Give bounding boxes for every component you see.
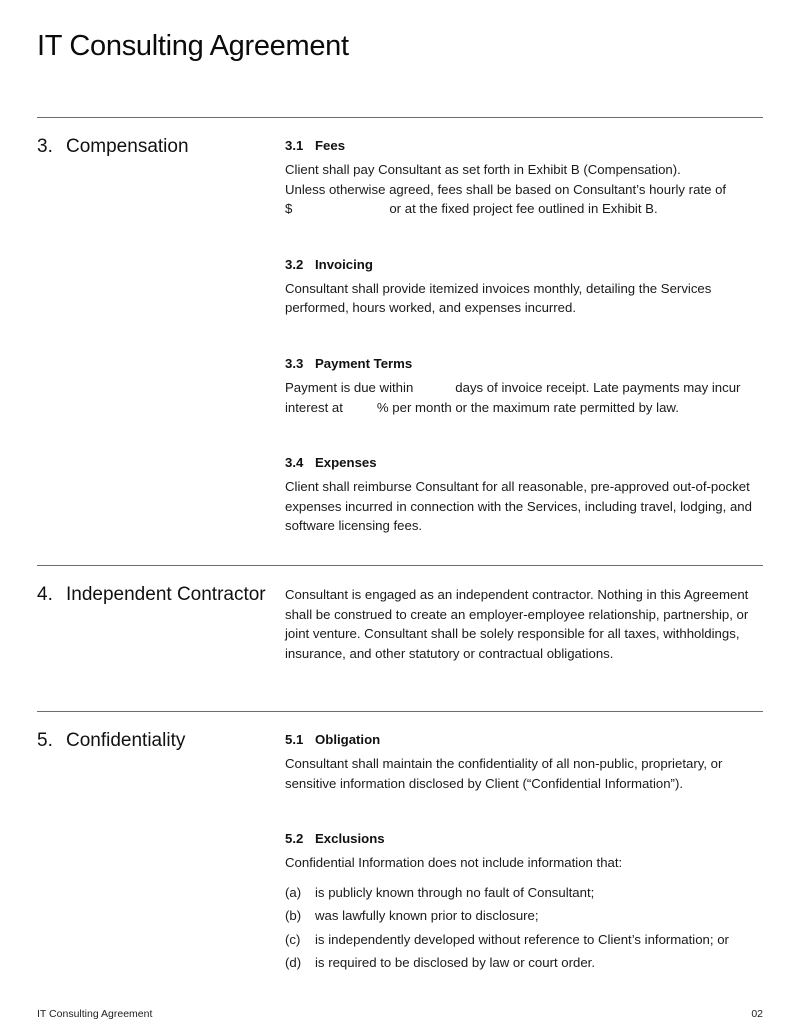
- clause-text: Consultant is engaged as an independent contractor. Nothing in this Agreement shall be construed to create an employer-employee relationship, partnership, or joint venture. Consultant shall be solely responsible for all taxes, withholdings, insurance, and other statutory or contractual obligations.: [285, 587, 749, 661]
- clause-title: [285, 454, 763, 471]
- clause-heading: Exclusions: [315, 831, 385, 847]
- clause-text: Confidential Information does not include information that:: [285, 855, 623, 871]
- section-title: Independent Contractor: [66, 584, 266, 605]
- clause-number: 5.2: [285, 831, 304, 847]
- clause-title: [285, 256, 763, 273]
- clause-heading: Obligation: [315, 732, 381, 747]
- clause-exclusions: [285, 830, 763, 975]
- section-body: [285, 137, 763, 536]
- list-item: [285, 904, 763, 928]
- list-marker: (d): [285, 955, 302, 971]
- clause-text: Client shall reimburse Consultant for all reasonable, pre-approved out-of-pocket expenses incurred in connection with the Services, including travel, lodging, and software licensing fees.: [285, 479, 752, 534]
- fees-line-3: or at the fixed project fee outlined in Exhibit B.: [389, 201, 658, 217]
- section-heading: [37, 584, 266, 606]
- section-number: 5.: [37, 730, 53, 751]
- list-item-text: is required to be disclosed by law or court order.: [315, 955, 596, 971]
- clause-number: 3.3: [285, 355, 304, 371]
- payment-text-3: % per month or the maximum rate permitted by law.: [376, 399, 679, 415]
- section-independent-contractor: [37, 565, 763, 710]
- list-item: [285, 881, 763, 905]
- list-item: [285, 951, 763, 975]
- clause-title: [285, 355, 763, 372]
- fees-line-2: Unless otherwise agreed, fees shall be based on Consultant’s hourly rate of: [285, 181, 727, 197]
- clause-heading: Invoicing: [315, 256, 373, 272]
- section-title: Confidentiality: [66, 730, 186, 751]
- clause-heading: Payment Terms: [315, 355, 413, 371]
- section-body: [285, 731, 763, 975]
- clause-heading: Expenses: [315, 455, 377, 471]
- clause-fees: [285, 137, 763, 219]
- hourly-rate-blank[interactable]: [292, 201, 389, 213]
- clause-title: [285, 137, 763, 154]
- section-confidentiality: [37, 711, 763, 991]
- interest-rate-blank[interactable]: [343, 400, 377, 412]
- clause-title: [285, 830, 763, 847]
- list-item-text: is publicly known through no fault of Consultant;: [315, 884, 595, 900]
- list-marker: (a): [285, 884, 302, 900]
- section-compensation: [37, 117, 763, 564]
- clause-invoicing: [285, 256, 763, 318]
- clause-text: Consultant shall maintain the confidentiality of all non-public, proprietary, or sensitive information disclosed by Client (“Confidential Information”).: [285, 756, 723, 791]
- section-title: Compensation: [66, 136, 189, 157]
- page-number: 02: [751, 1008, 763, 1020]
- fees-line-1: Client shall pay Consultant as set forth in Exhibit B (Compensation).: [285, 162, 681, 177]
- footer-title: IT Consulting Agreement: [37, 1008, 153, 1020]
- list-item-text: was lawfully known prior to disclosure;: [315, 908, 539, 924]
- payment-text-1: Payment is due within: [285, 379, 414, 395]
- page-title: IT Consulting Agreement: [37, 30, 349, 62]
- clause-text: [285, 160, 763, 219]
- exclusions-list: [285, 881, 763, 975]
- payment-text-2: days of invoice receipt. Late payments may incur interest at: [285, 379, 741, 415]
- clause-title: [285, 731, 763, 748]
- payment-days-blank[interactable]: [413, 380, 455, 392]
- currency-symbol: $: [285, 201, 293, 217]
- clause-number: 5.1: [285, 732, 304, 747]
- list-marker: (c): [285, 931, 301, 947]
- section-number: 4.: [37, 584, 53, 605]
- clause-number: 3.2: [285, 256, 304, 272]
- clause-text: [285, 378, 763, 417]
- clause-heading: Fees: [315, 138, 346, 153]
- clause-expenses: [285, 454, 763, 536]
- clause-number: 3.4: [285, 455, 304, 471]
- section-number: 3.: [37, 136, 53, 157]
- list-item-text: is independently developed without reference to Client’s information; or: [315, 931, 729, 947]
- section-heading: [37, 136, 189, 158]
- section-heading: [37, 730, 185, 752]
- clause-number: 3.1: [285, 138, 304, 153]
- clause-payment-terms: [285, 355, 763, 417]
- list-item: [285, 928, 763, 952]
- clause-text: Consultant shall provide itemized invoices monthly, detailing the Services performed, hours worked, and expenses incurred.: [285, 280, 712, 316]
- clause-obligation: [285, 731, 763, 793]
- section-body: [285, 585, 763, 663]
- list-marker: (b): [285, 908, 302, 924]
